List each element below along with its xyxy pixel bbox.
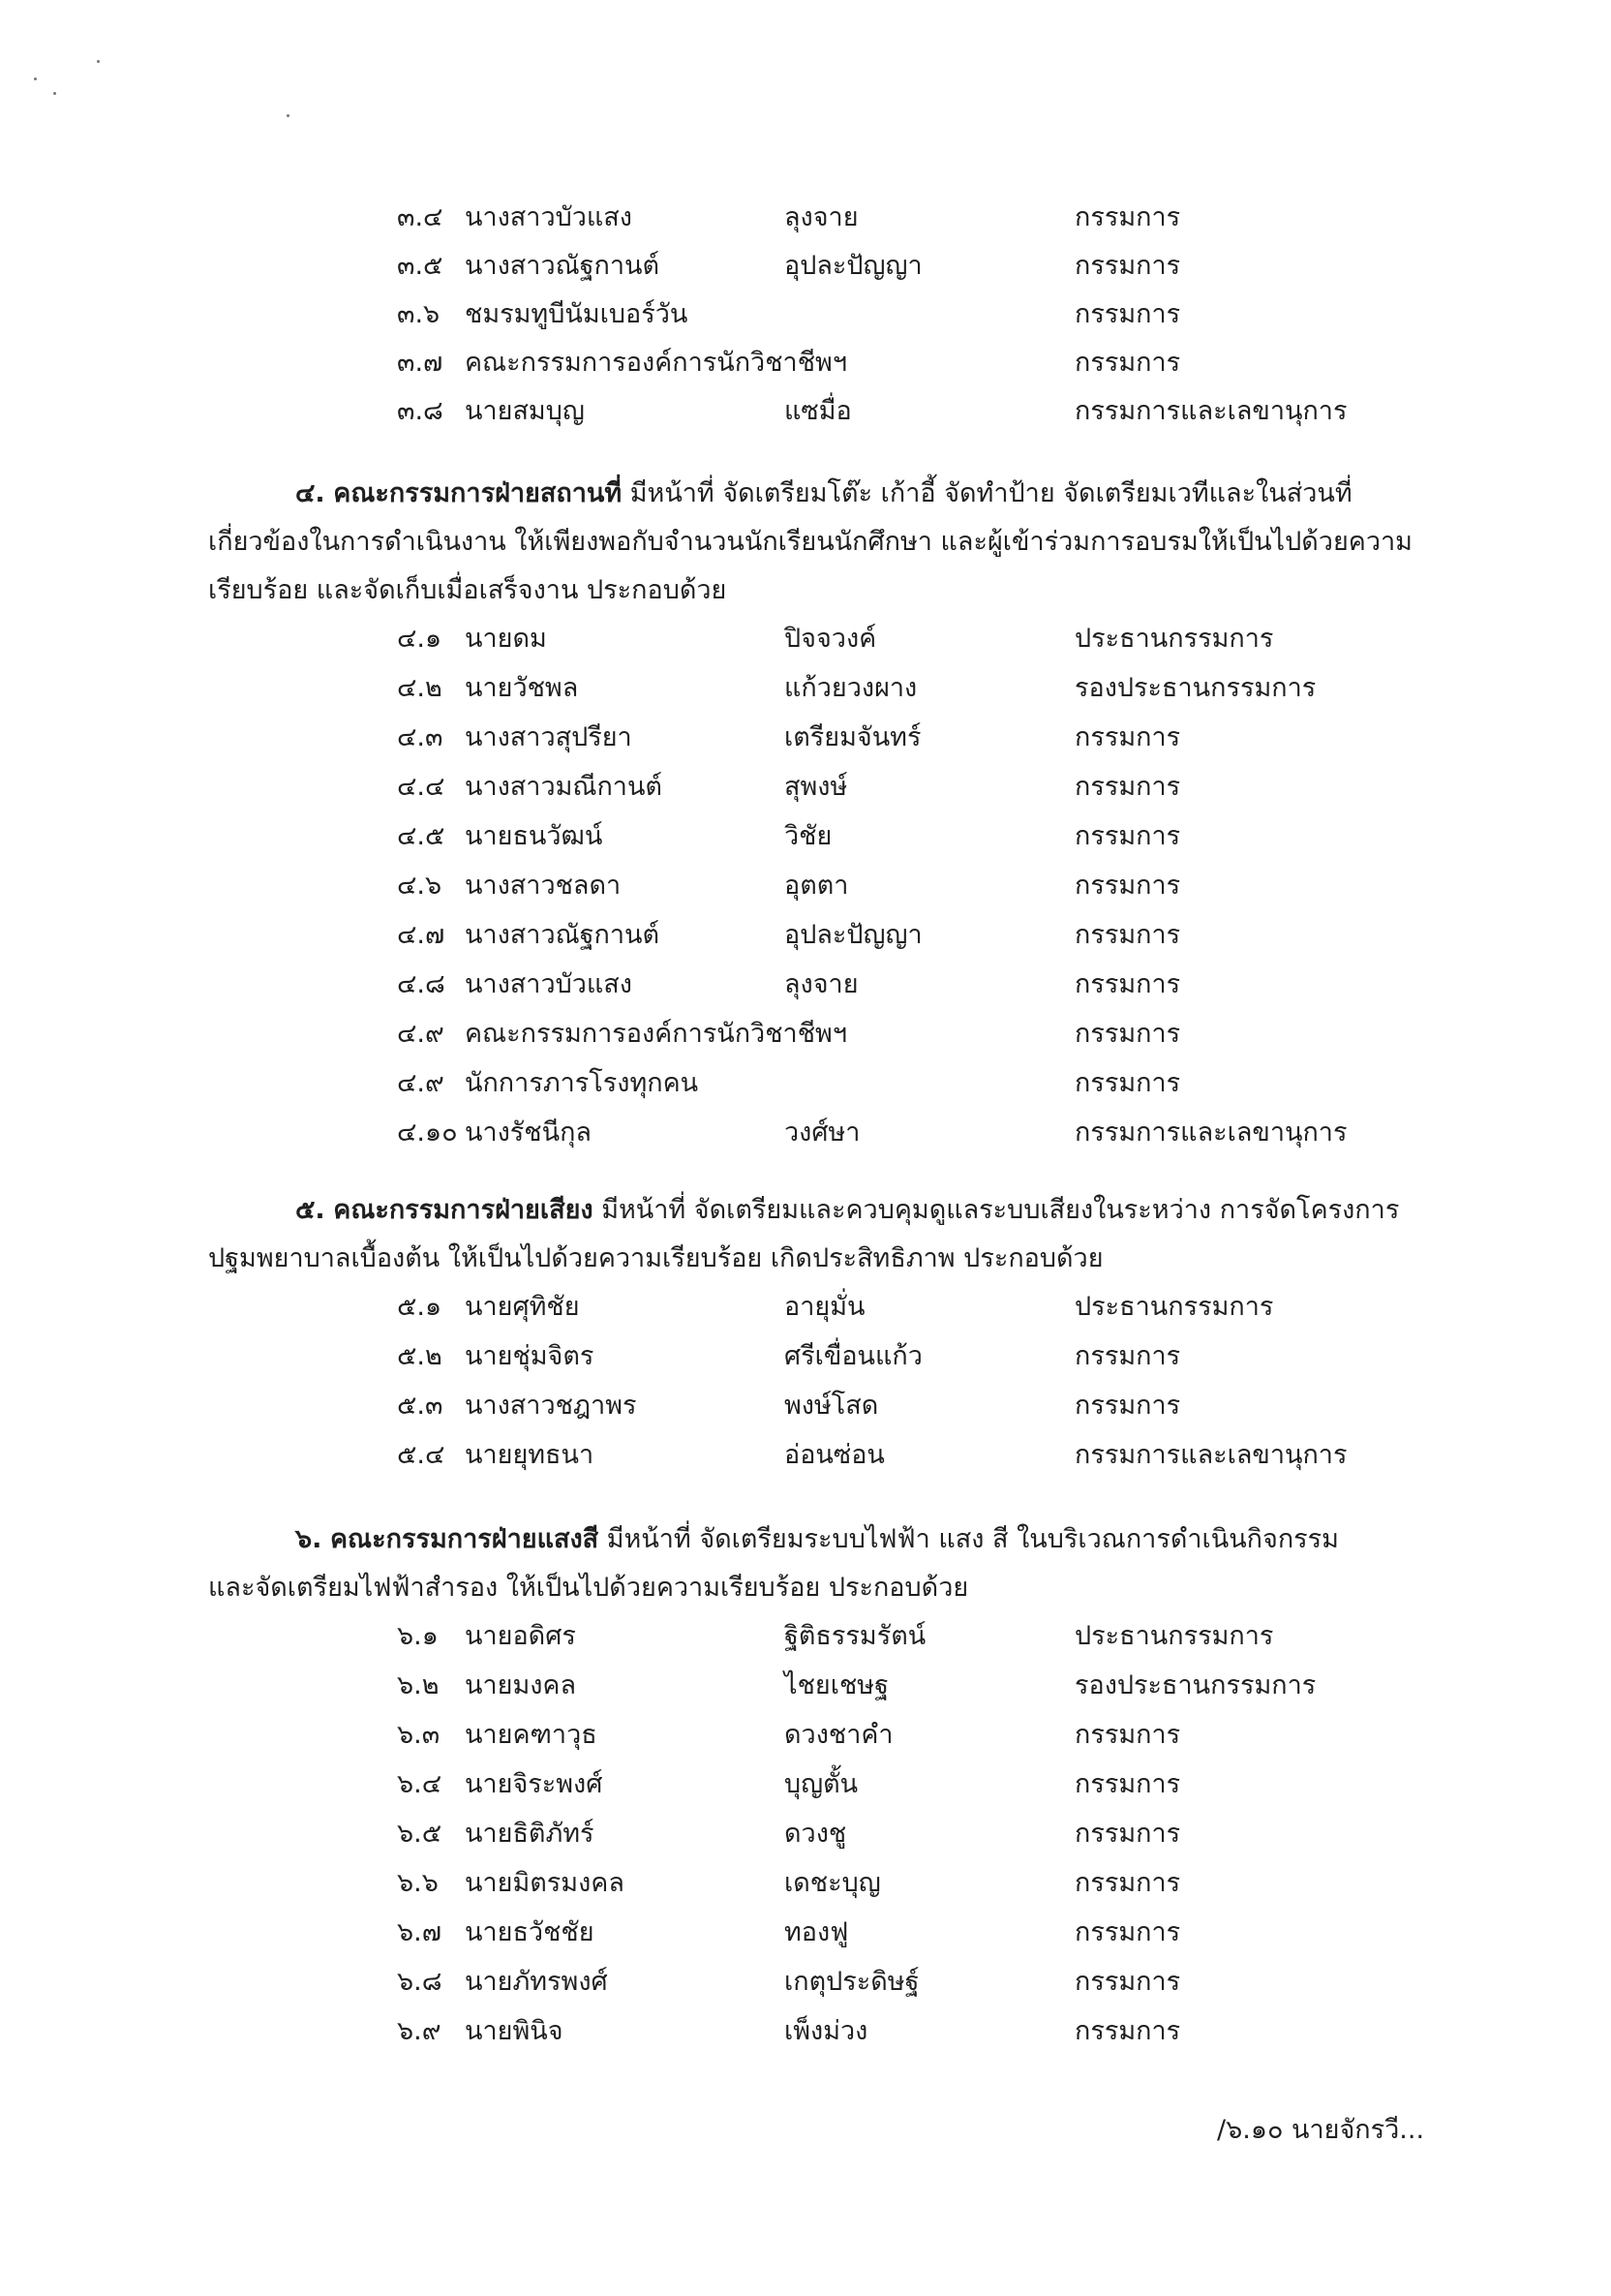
member-role: กรรมการ [1075, 1019, 1181, 1049]
member-number: ๓.๕ [397, 251, 443, 281]
member-role: กรรมการ [1075, 920, 1181, 950]
member-row [0, 817, 1611, 856]
section5-number: ๕. [295, 1195, 325, 1225]
member-number: ๕.๓ [397, 1391, 443, 1421]
member-role: กรรมการ [1075, 1917, 1181, 1947]
member-row [0, 1864, 1611, 1903]
member-number: ๖.๒ [397, 1670, 440, 1700]
member-number: ๔.๙ [397, 1019, 444, 1049]
member-last-name: ปิจจวงค์ [784, 624, 877, 654]
member-role: ประธานกรรมการ [1075, 1292, 1274, 1322]
member-last-name: แซมื่อ [784, 396, 852, 426]
member-first-name: คณะกรรมการองค์การนักวิชาชีพฯ [465, 1019, 847, 1049]
member-row [0, 1667, 1611, 1705]
section4-text-line3: เรียบร้อย และจัดเก็บเมื่อเสร็จงาน ประกอบด้วย [208, 575, 727, 605]
scan-speck [97, 60, 100, 63]
member-row [0, 1064, 1611, 1103]
member-first-name: นายธิติภัทร์ [465, 1819, 594, 1849]
member-role: รองประธานกรรมการ [1075, 1670, 1317, 1700]
section4-heading: คณะกรรมการฝ่ายสถานที่ [333, 478, 623, 508]
member-number: ๔.๔ [397, 772, 445, 802]
member-number: ๕.๔ [397, 1440, 445, 1470]
member-number: ๔.๒ [397, 673, 442, 703]
member-last-name: เกตุประดิษฐ์ [784, 1967, 920, 1997]
member-first-name: นางสาวณัฐกานต์ [465, 920, 660, 950]
member-last-name: อุปละปัญญา [784, 251, 923, 281]
member-last-name: ฐิติธรรมรัตน์ [784, 1621, 927, 1651]
member-row [0, 1337, 1611, 1376]
member-number: ๔.๖ [397, 871, 442, 901]
member-role: กรรมการ [1075, 969, 1181, 999]
member-last-name: ศรีเขื่อนแก้ว [784, 1341, 923, 1371]
member-last-name: อุปละปัญญา [784, 920, 923, 950]
member-number: ๔.๑ [397, 624, 442, 654]
member-number: ๔.๑๐ [397, 1117, 458, 1148]
member-first-name: นายชุ่มจิตร [465, 1341, 594, 1371]
member-first-name: ชมรมทูบีนัมเบอร์วัน [465, 299, 688, 329]
member-number: ๖.๗ [397, 1917, 442, 1947]
member-last-name: เพ็งม่วง [784, 2016, 868, 2046]
member-number: ๔.๘ [397, 969, 445, 999]
member-first-name: นางสาวบัวแสง [465, 202, 632, 232]
section4-number: ๔. [295, 478, 325, 508]
member-role: กรรมการ [1075, 1720, 1181, 1750]
member-role: กรรมการ [1075, 2016, 1181, 2046]
member-number: ๓.๘ [397, 396, 443, 426]
member-first-name: นายยุทธนา [465, 1440, 594, 1470]
member-first-name: นางสาวบัวแสง [465, 969, 632, 999]
member-row [0, 965, 1611, 1004]
member-last-name: พงษ์โสด [784, 1391, 879, 1421]
member-row [0, 1963, 1611, 2002]
member-first-name: นักการภารโรงทุกคน [465, 1068, 699, 1098]
member-row [0, 295, 1611, 334]
member-number: ๔.๕ [397, 821, 445, 851]
member-role: กรรมการ [1075, 871, 1181, 901]
member-last-name: ลุงจาย [784, 969, 859, 999]
section4-text-line1: มีหน้าที่ จัดเตรียมโต๊ะ เก้าอี้ จัดทำป้าย จัดเตรียมเวทีและในส่วนที่ [629, 478, 1353, 508]
member-number: ๖.๘ [397, 1967, 442, 1997]
member-number: ๖.๙ [397, 2016, 441, 2046]
member-last-name: ลุงจาย [784, 202, 859, 232]
scan-speck [34, 77, 37, 80]
member-row [0, 719, 1611, 757]
member-first-name: นายคฑาวุธ [465, 1720, 597, 1750]
member-role: กรรมการ [1075, 1068, 1181, 1098]
member-number: ๓.๖ [397, 299, 441, 329]
section5-heading: คณะกรรมการฝ่ายเสียง [333, 1195, 593, 1225]
member-first-name: นายพินิจ [465, 2016, 563, 2046]
member-role: กรรมการ [1075, 1391, 1181, 1421]
member-role: กรรมการ [1075, 772, 1181, 802]
member-last-name: วงศ์ษา [784, 1117, 861, 1148]
member-last-name: วิชัย [784, 821, 833, 851]
member-number: ๓.๗ [397, 348, 443, 378]
section5-description [208, 1186, 1428, 1283]
member-number: ๕.๒ [397, 1341, 442, 1371]
member-role: กรรมการ [1075, 299, 1181, 329]
member-first-name: นายอดิศร [465, 1621, 576, 1651]
member-first-name: นายธวัชชัย [465, 1917, 594, 1947]
member-first-name: นางสาวมณีกานต์ [465, 772, 662, 802]
member-first-name: นางสาวชฎาพร [465, 1391, 637, 1421]
member-role: กรรมการ [1075, 1967, 1181, 1997]
member-role: กรรมการ [1075, 1769, 1181, 1799]
member-row [0, 1815, 1611, 1853]
section4-text-line2: เกี่ยวข้องในการดำเนินงาน ให้เพียงพอกับจำนวนนักเรียนนักศึกษา และผู้เข้าร่วมการอบรมให้เป็นไปด้วยความ [208, 527, 1413, 557]
member-first-name: นายภัทรพงศ์ [465, 1967, 608, 1997]
member-role: กรรมการและเลขานุการ [1075, 396, 1348, 426]
member-number: ๔.๓ [397, 722, 443, 752]
member-row [0, 199, 1611, 237]
member-role: ประธานกรรมการ [1075, 1621, 1274, 1651]
scan-speck [53, 92, 56, 95]
member-role: กรรมการ [1075, 722, 1181, 752]
member-row [0, 916, 1611, 955]
section6-heading: คณะกรรมการฝ่ายแสงสี [330, 1524, 599, 1554]
member-role: กรรมการ [1075, 1341, 1181, 1371]
member-row [0, 1765, 1611, 1804]
member-first-name: คณะกรรมการองค์การนักวิชาชีพฯ [465, 348, 847, 378]
member-row [0, 1436, 1611, 1475]
member-first-name: นายมิตรมงคล [465, 1868, 624, 1898]
member-first-name: นายจิระพงศ์ [465, 1769, 603, 1799]
member-role: ประธานกรรมการ [1075, 624, 1274, 654]
section6-text-line1: มีหน้าที่ จัดเตรียมระบบไฟฟ้า แสง สี ในบริเวณการดำเนินกิจกรรม [606, 1524, 1339, 1554]
section5-text-line2: ปฐมพยาบาลเบื้องต้น ให้เป็นไปด้วยความเรียบร้อย เกิดประสิทธิภาพ ประกอบด้วย [208, 1243, 1104, 1273]
member-row [0, 620, 1611, 658]
member-first-name: นายมงคล [465, 1670, 577, 1700]
member-last-name: แก้วยวงผาง [784, 673, 918, 703]
member-first-name: นายธนวัฒน์ [465, 821, 603, 851]
scan-speck [287, 114, 289, 117]
page-continuation: /๖.๑๐ นายจักรวี... [1217, 2115, 1425, 2145]
member-last-name: เตรียมจันทร์ [784, 722, 922, 752]
member-row [0, 669, 1611, 708]
member-first-name: นางรัชนีกุล [465, 1117, 592, 1148]
member-last-name: อ่อนซ่อน [784, 1440, 885, 1470]
member-last-name: อุตตา [784, 871, 849, 901]
member-first-name: นางสาวณัฐกานต์ [465, 251, 660, 281]
member-row [0, 867, 1611, 905]
member-row [0, 1114, 1611, 1152]
member-last-name: อายุมั่น [784, 1292, 866, 1322]
member-row [0, 2012, 1611, 2051]
member-first-name: นายวัชพล [465, 673, 579, 703]
member-role: กรรมการและเลขานุการ [1075, 1117, 1348, 1148]
member-row [0, 1913, 1611, 1952]
member-role: รองประธานกรรมการ [1075, 673, 1317, 703]
member-role: กรรมการ [1075, 348, 1181, 378]
section6-description [208, 1515, 1428, 1612]
member-number: ๖.๔ [397, 1769, 442, 1799]
member-role: กรรมการและเลขานุการ [1075, 1440, 1348, 1470]
section5-text-line1: มีหน้าที่ จัดเตรียมและควบคุมดูแลระบบเสียงในระหว่าง การจัดโครงการ [601, 1195, 1400, 1225]
member-last-name: สุพงษ์ [784, 772, 848, 802]
section4-description [208, 470, 1428, 615]
member-last-name: ทองฟู [784, 1917, 849, 1947]
member-first-name: นายศุทิชัย [465, 1292, 580, 1322]
member-row [0, 1617, 1611, 1656]
member-last-name: บุญตั้น [784, 1769, 859, 1799]
member-first-name: นายดม [465, 624, 547, 654]
member-row [0, 344, 1611, 383]
section6-number: ๖. [295, 1524, 322, 1554]
member-number: ๖.๑ [397, 1621, 439, 1651]
member-first-name: นายสมบุญ [465, 396, 585, 426]
section6-text-line2: และจัดเตรียมไฟฟ้าสำรอง ให้เป็นไปด้วยความเรียบร้อย ประกอบด้วย [208, 1573, 969, 1603]
member-last-name: เดชะบุญ [784, 1868, 881, 1898]
member-number: ๖.๖ [397, 1868, 439, 1898]
member-number: ๔.๙ [397, 1068, 444, 1098]
member-row [0, 768, 1611, 807]
member-row [0, 1015, 1611, 1054]
member-role: กรรมการ [1075, 251, 1181, 281]
member-row [0, 392, 1611, 431]
member-first-name: นางสาวสุปรียา [465, 722, 632, 752]
member-last-name: ดวงชาคำ [784, 1720, 894, 1750]
member-row [0, 247, 1611, 286]
member-number: ๓.๔ [397, 202, 443, 232]
member-first-name: นางสาวชลดา [465, 871, 622, 901]
member-last-name: ไชยเชษฐ [784, 1670, 889, 1700]
member-row [0, 1288, 1611, 1327]
member-row [0, 1716, 1611, 1755]
member-row [0, 1387, 1611, 1425]
member-last-name: ดวงชู [784, 1819, 847, 1849]
member-number: ๔.๗ [397, 920, 445, 950]
member-number: ๕.๑ [397, 1292, 442, 1322]
member-role: กรรมการ [1075, 1819, 1181, 1849]
member-role: กรรมการ [1075, 1868, 1181, 1898]
member-number: ๖.๓ [397, 1720, 441, 1750]
member-number: ๖.๕ [397, 1819, 442, 1849]
member-role: กรรมการ [1075, 202, 1181, 232]
member-role: กรรมการ [1075, 821, 1181, 851]
